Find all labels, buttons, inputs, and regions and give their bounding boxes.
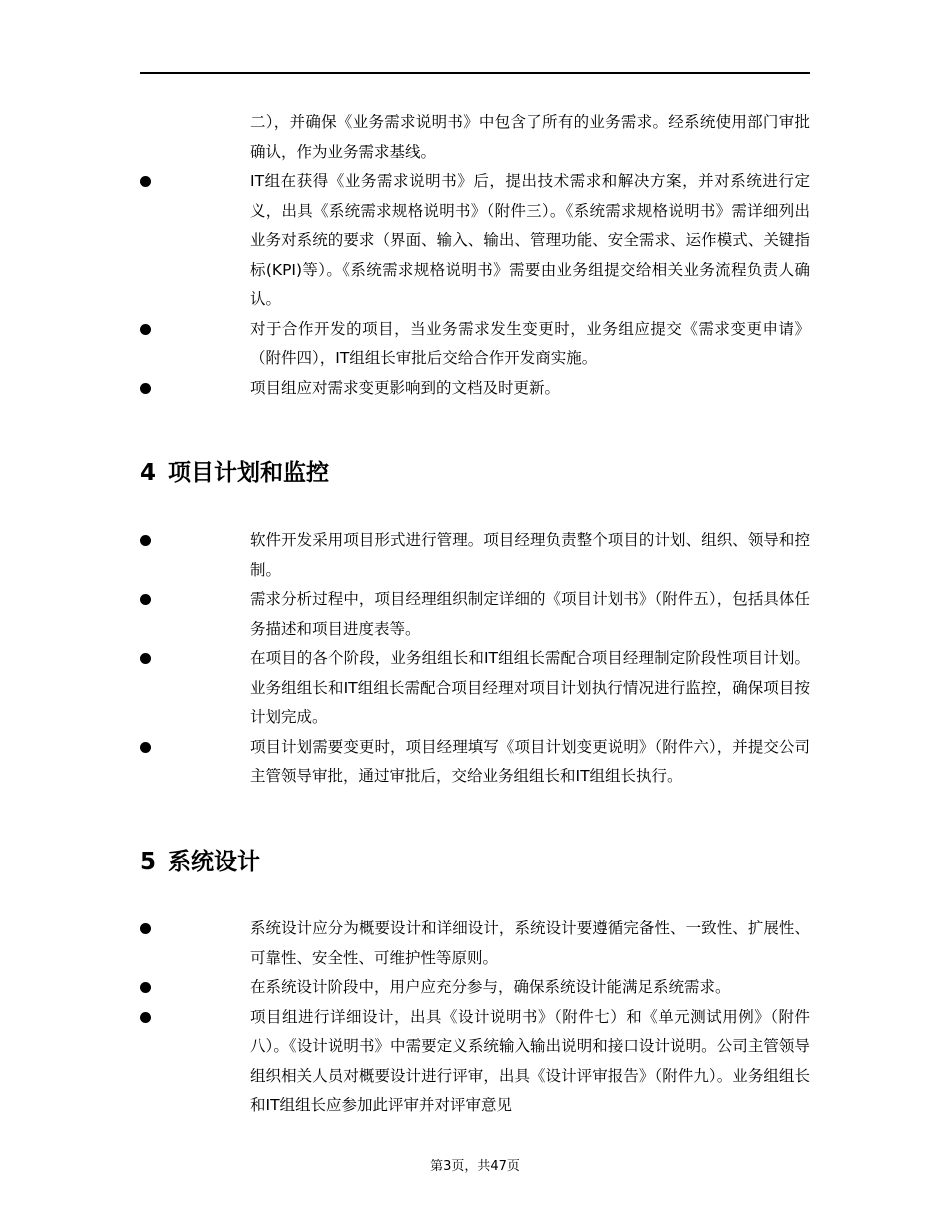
list-item-text: 在项目的各个阶段，业务组组长和IT组组长需配合项目经理制定阶段性项目计划。业务组组长和IT组组长需配合项目经理对项目计划执行情况进行监控，确保项目按计划完成。 <box>250 649 810 726</box>
bullet-icon <box>140 324 151 335</box>
section5-title: 系统设计 <box>168 849 261 875</box>
bullet-icon <box>140 923 151 934</box>
list-item <box>140 1003 810 1121</box>
list-item-text: 对于合作开发的项目，当业务需求发生变更时，业务组应提交《需求变更申请》（附件四），IT组组长审批后交给合作开发商实施。 <box>250 319 810 367</box>
page-number: 第3页，共47页 <box>430 1159 520 1174</box>
section4-list <box>140 526 810 792</box>
section5-number: 5 <box>140 849 157 875</box>
list-item-text: 项目计划需要变更时，项目经理填写《项目计划变更说明》（附件六），并提交公司主管领导审批，通过审批后，交给业务组组长和IT组组长执行。 <box>250 737 810 785</box>
list-item <box>140 644 810 733</box>
list-item <box>140 526 810 585</box>
bullet-icon <box>140 1012 151 1023</box>
section5-list <box>140 914 810 1121</box>
list-item <box>140 973 810 1003</box>
list-item-text: 项目组应对需求变更影响到的文档及时更新。 <box>250 378 561 397</box>
list-item-text: 在系统设计阶段中，用户应充分参与，确保系统设计能满足系统需求。 <box>250 978 731 996</box>
section4-heading <box>140 458 329 488</box>
list-item <box>140 733 810 792</box>
section5-heading <box>140 847 260 877</box>
list-item-text: 项目组进行详细设计，出具《设计说明书》（附件七）和《单元测试用例》（附件八）。《设计说明书》中需要定义系统输入输出说明和接口设计说明。公司主管领导组织相关人员对概要设计进行评审，出具《设计评审报告》（附件九）。业务组组长和IT组组长应参加此评审并对评审意见 <box>250 1007 810 1114</box>
bullet-icon <box>140 653 151 664</box>
list-item <box>140 374 810 404</box>
bullet-icon <box>140 982 151 993</box>
list-item <box>140 108 810 167</box>
list-item-text: 软件开发采用项目形式进行管理。项目经理负责整个项目的计划、组织、领导和控制。 <box>250 531 810 579</box>
list-item-text: 二），并确保《业务需求说明书》中包含了所有的业务需求。经系统使用部门审批确认，作为业务需求基线。 <box>250 113 810 161</box>
bullet-icon <box>140 383 151 394</box>
bullet-icon <box>140 594 151 605</box>
section4-title: 项目计划和监控 <box>168 460 330 486</box>
list-item <box>140 167 810 315</box>
section4-number: 4 <box>140 460 157 486</box>
header-rule <box>140 72 810 74</box>
bullet-icon <box>140 176 151 187</box>
list-item <box>140 585 810 644</box>
bullet-icon <box>140 742 151 753</box>
list-item <box>140 315 810 374</box>
list-item <box>140 914 810 973</box>
section3-continuation <box>140 108 810 403</box>
list-item-text: 系统设计应分为概要设计和详细设计，系统设计要遵循完备性、一致性、扩展性、可靠性、安全性、可维护性等原则。 <box>250 919 810 967</box>
list-item-text: IT组在获得《业务需求说明书》后，提出技术需求和解决方案，并对系统进行定义，出具《系统需求规格说明书》（附件三）。《系统需求规格说明书》需详细列出业务对系统的要求（界面、输入、输出、管理功能、安全需求、运作模式、关键指标(KPI)等）。《系统需求规格说明书》需要由业务组提交给相关业务流程负责人确认。 <box>250 172 810 308</box>
bullet-icon <box>140 535 151 546</box>
list-item-text: 需求分析过程中，项目经理组织制定详细的《项目计划书》（附件五），包括具体任务描述和项目进度表等。 <box>250 590 810 638</box>
